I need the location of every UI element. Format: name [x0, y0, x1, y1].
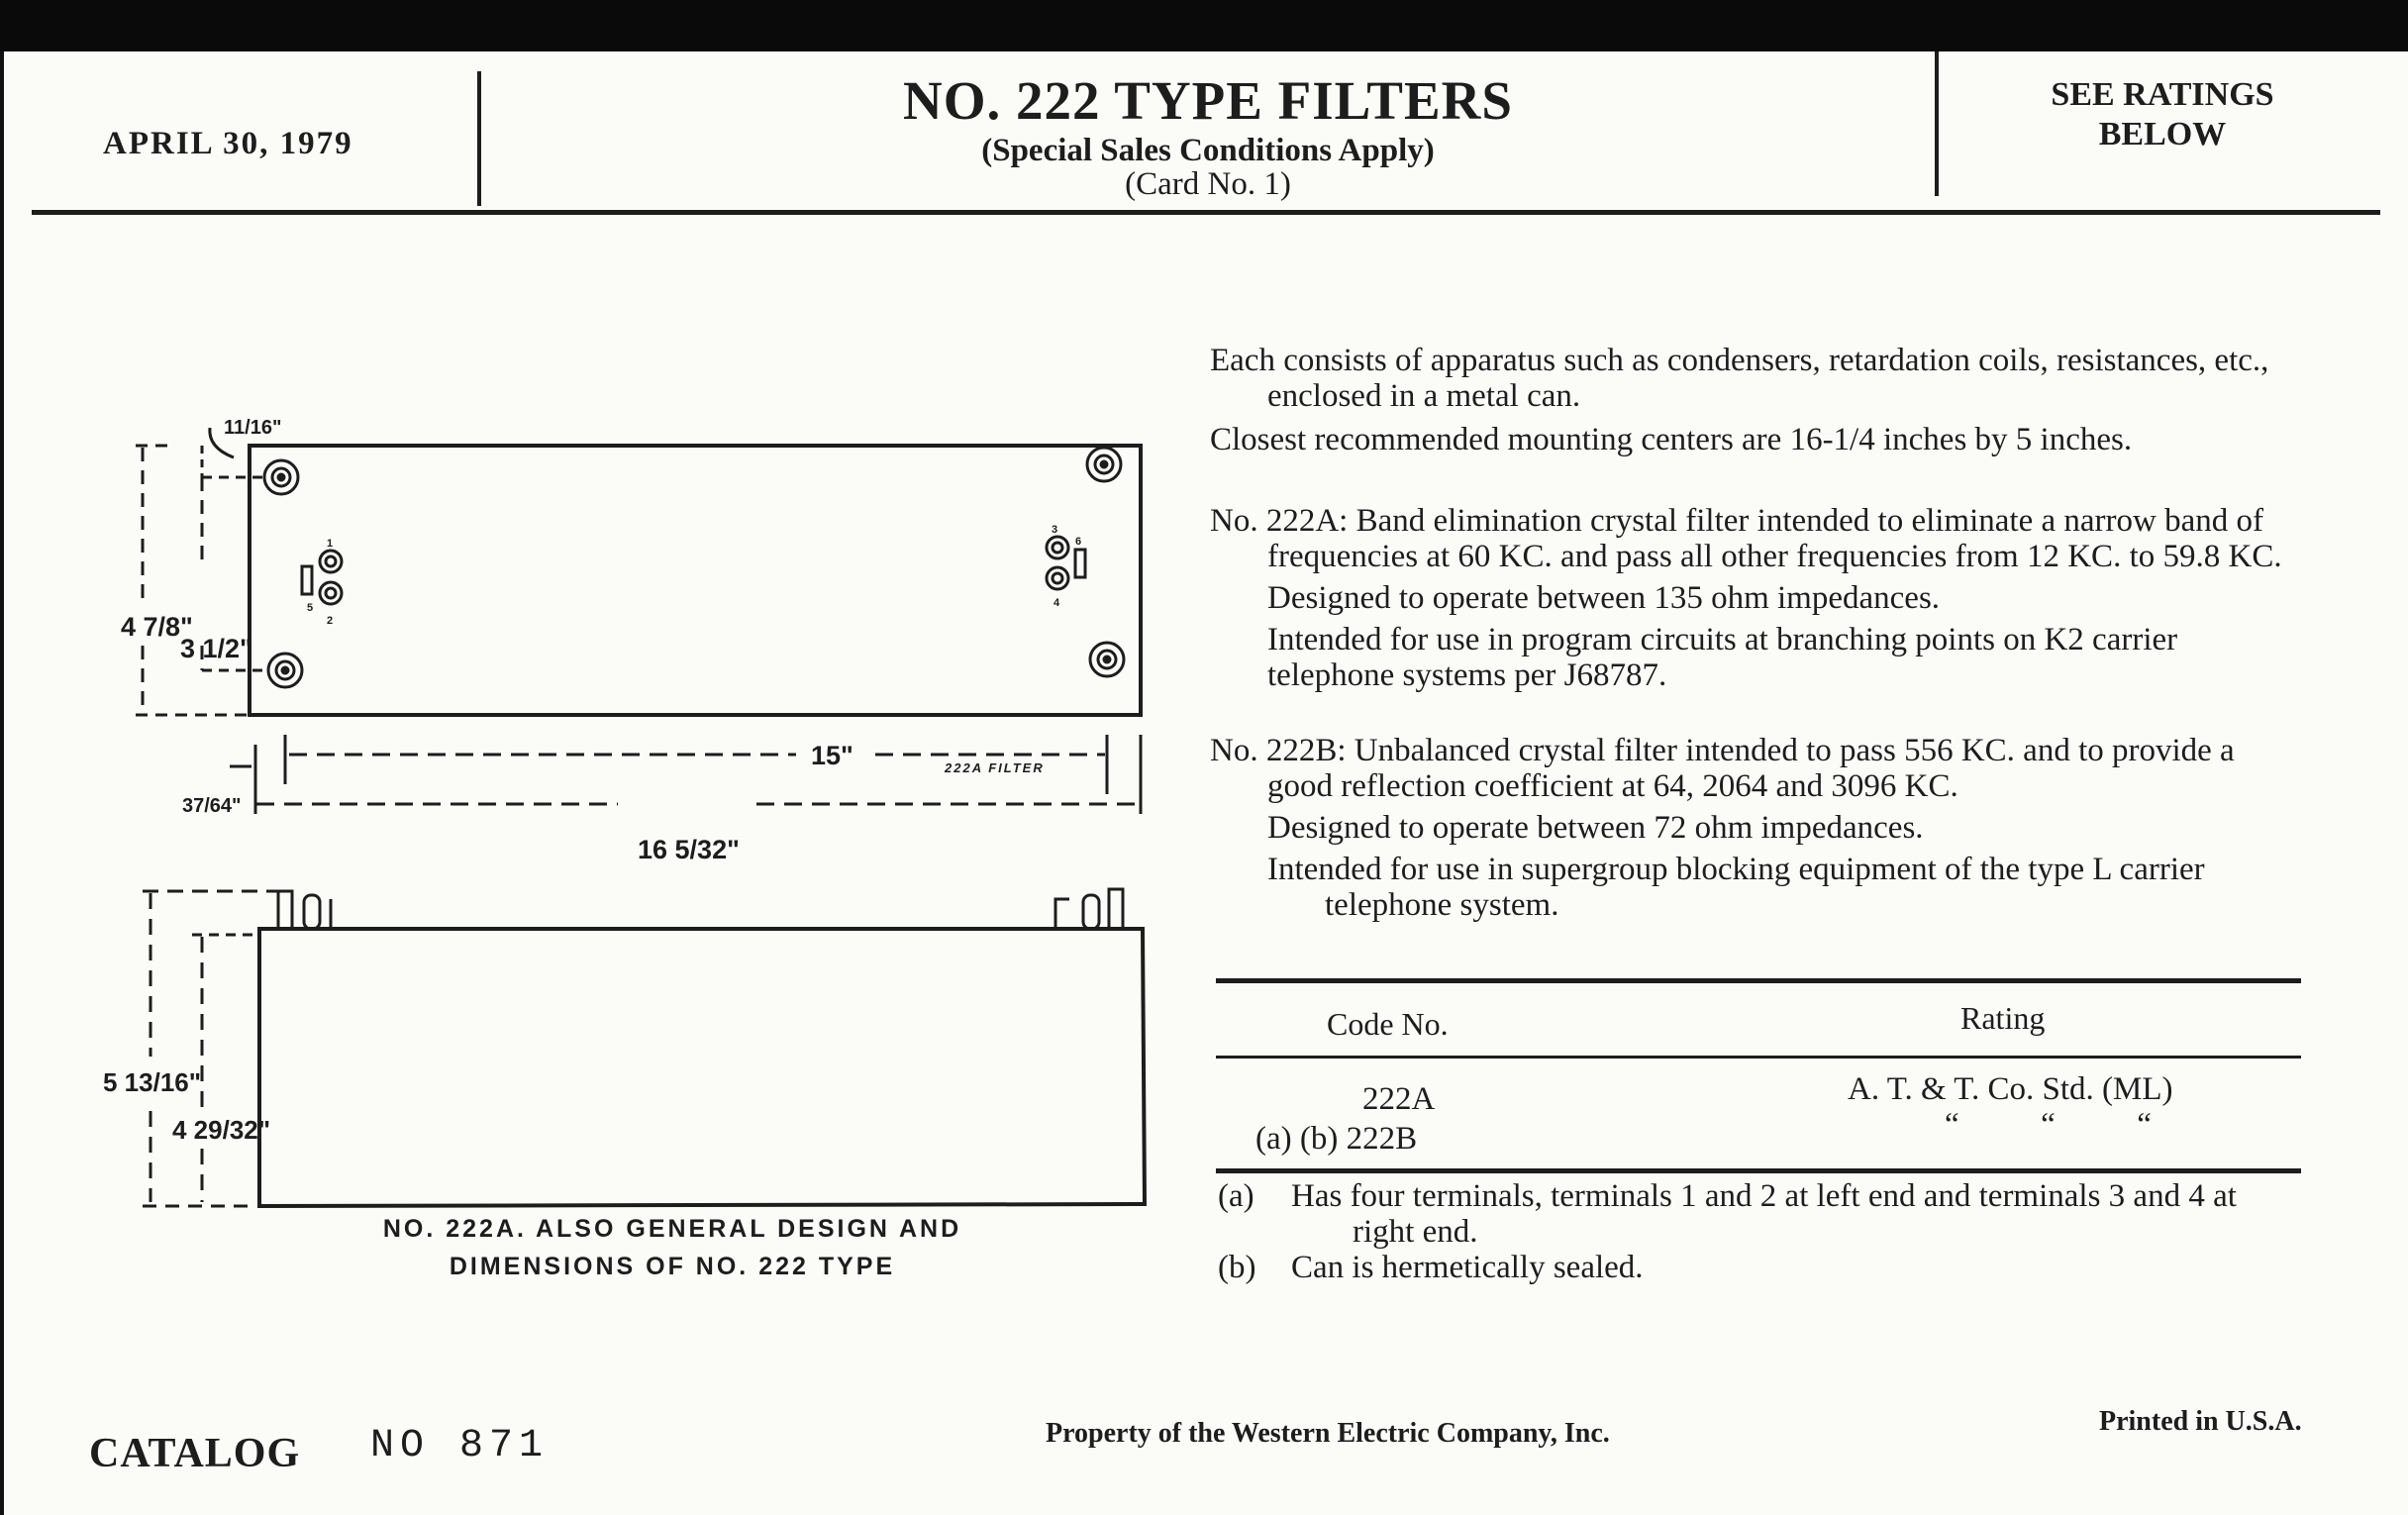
mounting-hole-tr	[1087, 448, 1121, 481]
model-222b-label: No. 222B:	[1210, 733, 1347, 768]
catalog-label: CATALOG	[89, 1431, 301, 1476]
model-222a-use: Intended for use in program circuits at branching points on K2 carrier telephone systems per J68787.	[1267, 622, 2178, 693]
dim-label-height-inner: 3 1/2"	[180, 634, 252, 663]
dim-label-side-outer: 5 13/16"	[103, 1067, 202, 1097]
note-a-text: Has four terminals, terminals 1 and 2 at left end and terminals 3 and 4 at right end.	[1291, 1178, 2237, 1250]
dim-label-top-offset: 11/16"	[224, 417, 282, 439]
dim-label-length-outer: 16 5/32"	[638, 835, 740, 864]
notes-section	[1218, 1178, 2303, 1285]
table-row-2-code: (a) (b) 222B	[1255, 1121, 1418, 1157]
description-p2: Closest recommended mounting centers are 16-1/4 inches by 5 inches.	[1210, 422, 2133, 457]
catalog-number: NO 871	[370, 1424, 550, 1468]
table-header-rule	[1216, 1056, 2301, 1059]
terminal-label-3: 3	[1052, 524, 1058, 536]
table-top-rule	[1216, 978, 2301, 983]
printed-notice: Printed in U.S.A.	[2099, 1406, 2302, 1437]
note-a-mark: (a)	[1218, 1178, 1254, 1214]
dim-label-length-inner: 15"	[811, 741, 853, 770]
top-view-outline	[250, 446, 1141, 715]
mounting-hole-tl	[264, 460, 298, 494]
see-ratings-line2: BELOW	[2098, 116, 2227, 152]
model-222b-impedance: Designed to operate between 72 ohm impedances.	[1267, 810, 1924, 846]
property-notice: Property of the Western Electric Company, Inc.	[1046, 1418, 1610, 1449]
terminal-label-1: 1	[327, 538, 334, 550]
filter-drawing	[4, 51, 1192, 1339]
model-222a-impedance: Designed to operate between 135 ohm impedances.	[1267, 580, 1941, 616]
dim-label-height-outer: 4 7/8"	[121, 612, 193, 642]
issue-date: APRIL 30, 1979	[103, 126, 353, 161]
table-row-1-code: 222A	[1362, 1081, 1436, 1117]
note-b-text: Can is hermetically sealed.	[1291, 1250, 1644, 1285]
model-222b-text: Unbalanced crystal filter intended to pass 556 KC. and to provide a good reflection coefficient at 64, 2064 and 3096 KC.	[1267, 733, 2235, 804]
table-header-rating: Rating	[1960, 1000, 2046, 1036]
model-222a-section	[1210, 503, 2295, 693]
model-222a-text: Band elimination crystal filter intended to eliminate a narrow band of frequencies at 60 KC. and pass all other frequencies from 12 KC. to 59.8 KC.	[1267, 503, 2282, 574]
caption-line1: NO. 222A. ALSO GENERAL DESIGN AND	[382, 1215, 962, 1243]
side-view-outline	[259, 929, 1145, 1206]
terminal-label-5: 5	[307, 602, 314, 614]
model-222a-label: No. 222A:	[1210, 503, 1349, 539]
mounting-hole-br	[1090, 643, 1124, 676]
side-terminals-right	[1055, 889, 1123, 929]
header-divider-right	[1935, 51, 1939, 196]
dim-label-left-offset: 37/64"	[182, 795, 242, 817]
model-222b-section	[1210, 733, 2295, 923]
table-header-code: Code No.	[1327, 1006, 1449, 1042]
terminal-label-6: 6	[1075, 536, 1082, 548]
scan-border	[0, 0, 2408, 51]
caption-line2: DIMENSIONS OF NO. 222 TYPE	[449, 1253, 896, 1280]
side-terminals-left	[278, 891, 345, 929]
dim-label-side-inner: 4 29/32"	[172, 1115, 271, 1145]
note-a	[1218, 1178, 2303, 1250]
terminal-label-4: 4	[1054, 597, 1060, 609]
drawing-caption	[242, 1210, 1103, 1285]
note-b	[1218, 1250, 2303, 1285]
terminal-label-2: 2	[327, 615, 334, 627]
catalog-card	[4, 51, 2408, 1515]
table-row-2-rating: “ “ “	[1945, 1107, 2152, 1143]
note-b-mark: (b)	[1218, 1250, 1256, 1285]
table-bottom-rule	[1216, 1168, 2301, 1173]
card-number: (Card No. 1)	[1125, 166, 1291, 202]
terminals-left-group	[302, 551, 342, 604]
see-ratings-note	[1945, 75, 2380, 154]
model-222b-use: Intended for use in supergroup blocking equipment of the type L carrier telephone system.	[1267, 852, 2205, 923]
see-ratings-line1: SEE RATINGS	[2051, 76, 2274, 113]
page-title: NO. 222 TYPE FILTERS	[902, 70, 1513, 131]
description-p1: Each consists of apparatus such as condensers, retardation coils, resistances, etc., enclosed in a metal can.	[1210, 343, 2269, 414]
mounting-hole-bl	[268, 654, 302, 687]
table-row-1-rating: A. T. & T. Co. Std. (ML)	[1848, 1071, 2173, 1107]
page-subtitle: (Special Sales Conditions Apply)	[981, 133, 1435, 168]
plate-label: 222A FILTER	[945, 760, 1045, 775]
